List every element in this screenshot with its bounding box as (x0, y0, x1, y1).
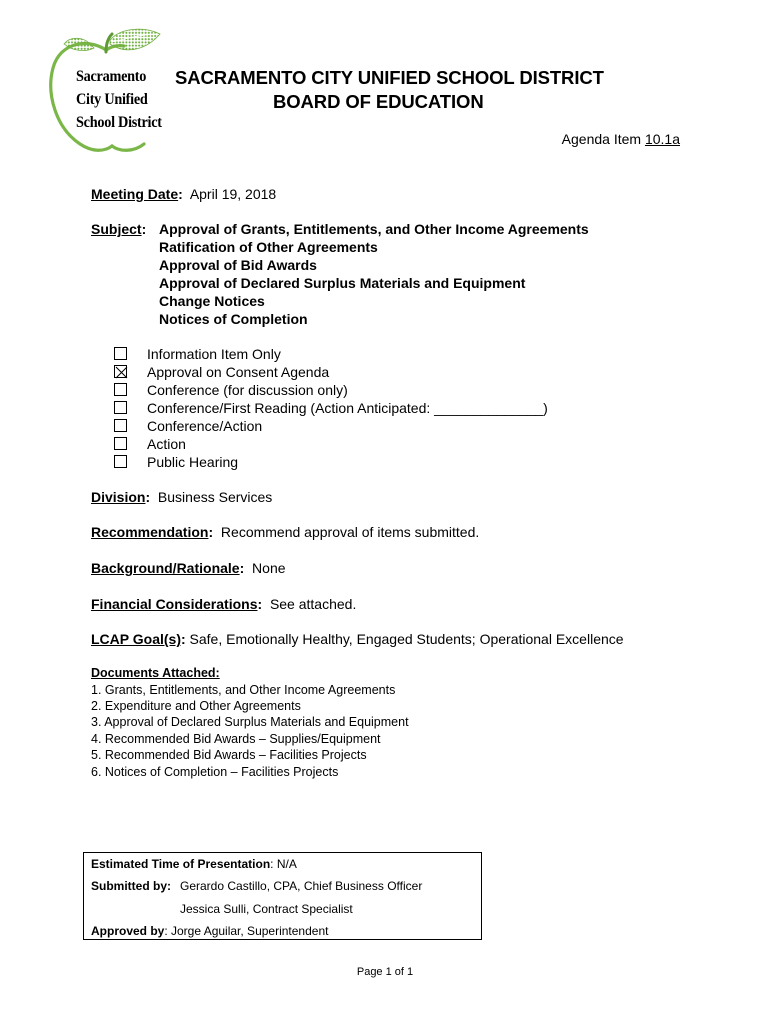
financial-row (91, 596, 356, 612)
subject-label: Subject (91, 221, 142, 237)
meeting-date-value: April 19, 2018 (189, 186, 277, 202)
recommendation-value: Recommend approval of items submitted. (220, 524, 480, 540)
subject-line: Notices of Completion (159, 311, 308, 327)
option-label: Conference/First Reading (Action Anticipated: ______________) (147, 400, 548, 416)
background-row (91, 560, 286, 576)
option-label: Information Item Only (147, 346, 281, 362)
financial-label: Financial Considerations (91, 596, 258, 612)
lcap-value: Safe, Emotionally Healthy, Engaged Students; Operational Excellence (189, 631, 624, 647)
meeting-date-colon: : (178, 186, 183, 202)
document-item: 6. Notices of Completion – Facilities Projects (91, 765, 339, 779)
district-logo (48, 28, 168, 154)
x-mark-icon (115, 366, 128, 379)
document-item: 5. Recommended Bid Awards – Facilities Projects (91, 748, 367, 762)
subject-colon: : (141, 221, 147, 237)
logo-text-line: School District (76, 114, 162, 131)
page-number: Page 1 of 1 (356, 966, 414, 978)
document-item: 1. Grants, Entitlements, and Other Income Agreements (91, 683, 396, 697)
division-value: Business Services (157, 489, 273, 505)
option-label: Public Hearing (147, 454, 239, 470)
subject-line: Ratification of Other Agreements (159, 239, 378, 255)
option-label: Approval on Consent Agenda (147, 364, 330, 380)
financial-colon: : (257, 596, 263, 612)
logo-text-line: City Unified (76, 91, 148, 108)
subject-label-row (91, 221, 146, 237)
recommendation-row (91, 524, 479, 540)
agenda-item (562, 131, 680, 147)
background-colon: : (239, 560, 245, 576)
recommendation-colon: : (208, 524, 214, 540)
checkbox[interactable] (114, 383, 127, 396)
lcap-colon: : (180, 631, 186, 647)
background-value: None (252, 560, 286, 576)
meeting-date-label: Meeting Date (91, 186, 179, 202)
division-row (91, 489, 272, 505)
submitted-by-name: Jessica Sulli, Contract Specialist (180, 902, 353, 916)
checkbox[interactable] (114, 437, 127, 450)
document-item: 2. Expenditure and Other Agreements (91, 699, 301, 713)
logo-text-line: Sacramento (76, 68, 147, 85)
estimated-time (91, 857, 297, 871)
option-label: Action (147, 436, 186, 452)
division-label: Division (91, 489, 146, 505)
approved-by-label: Approved by (91, 924, 165, 938)
document-title: SACRAMENTO CITY UNIFIED SCHOOL DISTRICT (175, 67, 604, 88)
option-label: Conference/Action (147, 418, 263, 434)
subject-line: Approval of Grants, Entitlements, and Other Income Agreements (159, 221, 589, 237)
agenda-item-label: Agenda Item (561, 131, 645, 147)
submitted-by-name: Gerardo Castillo, CPA, Chief Business Officer (180, 879, 423, 893)
submitted-by (91, 879, 171, 893)
checkbox[interactable] (114, 401, 127, 414)
presentation-info-box (83, 852, 482, 940)
subject-line: Approval of Bid Awards (159, 257, 317, 273)
checkbox[interactable] (114, 347, 127, 360)
recommendation-label: Recommendation (91, 524, 209, 540)
background-label: Background/Rationale (91, 560, 240, 576)
estimated-time-label: Estimated Time of Presentation (91, 857, 271, 871)
subject-line: Approval of Declared Surplus Materials and Equipment (159, 275, 526, 291)
submitted-by-label: Submitted by: (91, 879, 171, 893)
document-item: 3. Approval of Declared Surplus Materials and Equipment (91, 715, 409, 729)
lcap-row (91, 631, 624, 647)
documents-heading: Documents Attached: (91, 666, 220, 680)
option-label: Conference (for discussion only) (147, 382, 348, 398)
subject-line: Change Notices (159, 293, 265, 309)
financial-value: See attached. (269, 596, 357, 612)
checkbox[interactable] (114, 455, 127, 468)
lcap-label: LCAP Goal(s) (91, 631, 181, 647)
approved-by-value: : Jorge Aguilar, Superintendent (164, 924, 329, 938)
division-colon: : (145, 489, 151, 505)
approved-by (91, 924, 328, 938)
document-item: 4. Recommended Bid Awards – Supplies/Equipment (91, 732, 381, 746)
checkbox[interactable] (114, 419, 127, 432)
agenda-item-number: 10.1a (644, 131, 680, 147)
meeting-date (91, 186, 276, 202)
estimated-time-value: : N/A (270, 857, 297, 871)
checkbox-checked[interactable] (114, 365, 127, 378)
document-subtitle: BOARD OF EDUCATION (273, 91, 484, 112)
